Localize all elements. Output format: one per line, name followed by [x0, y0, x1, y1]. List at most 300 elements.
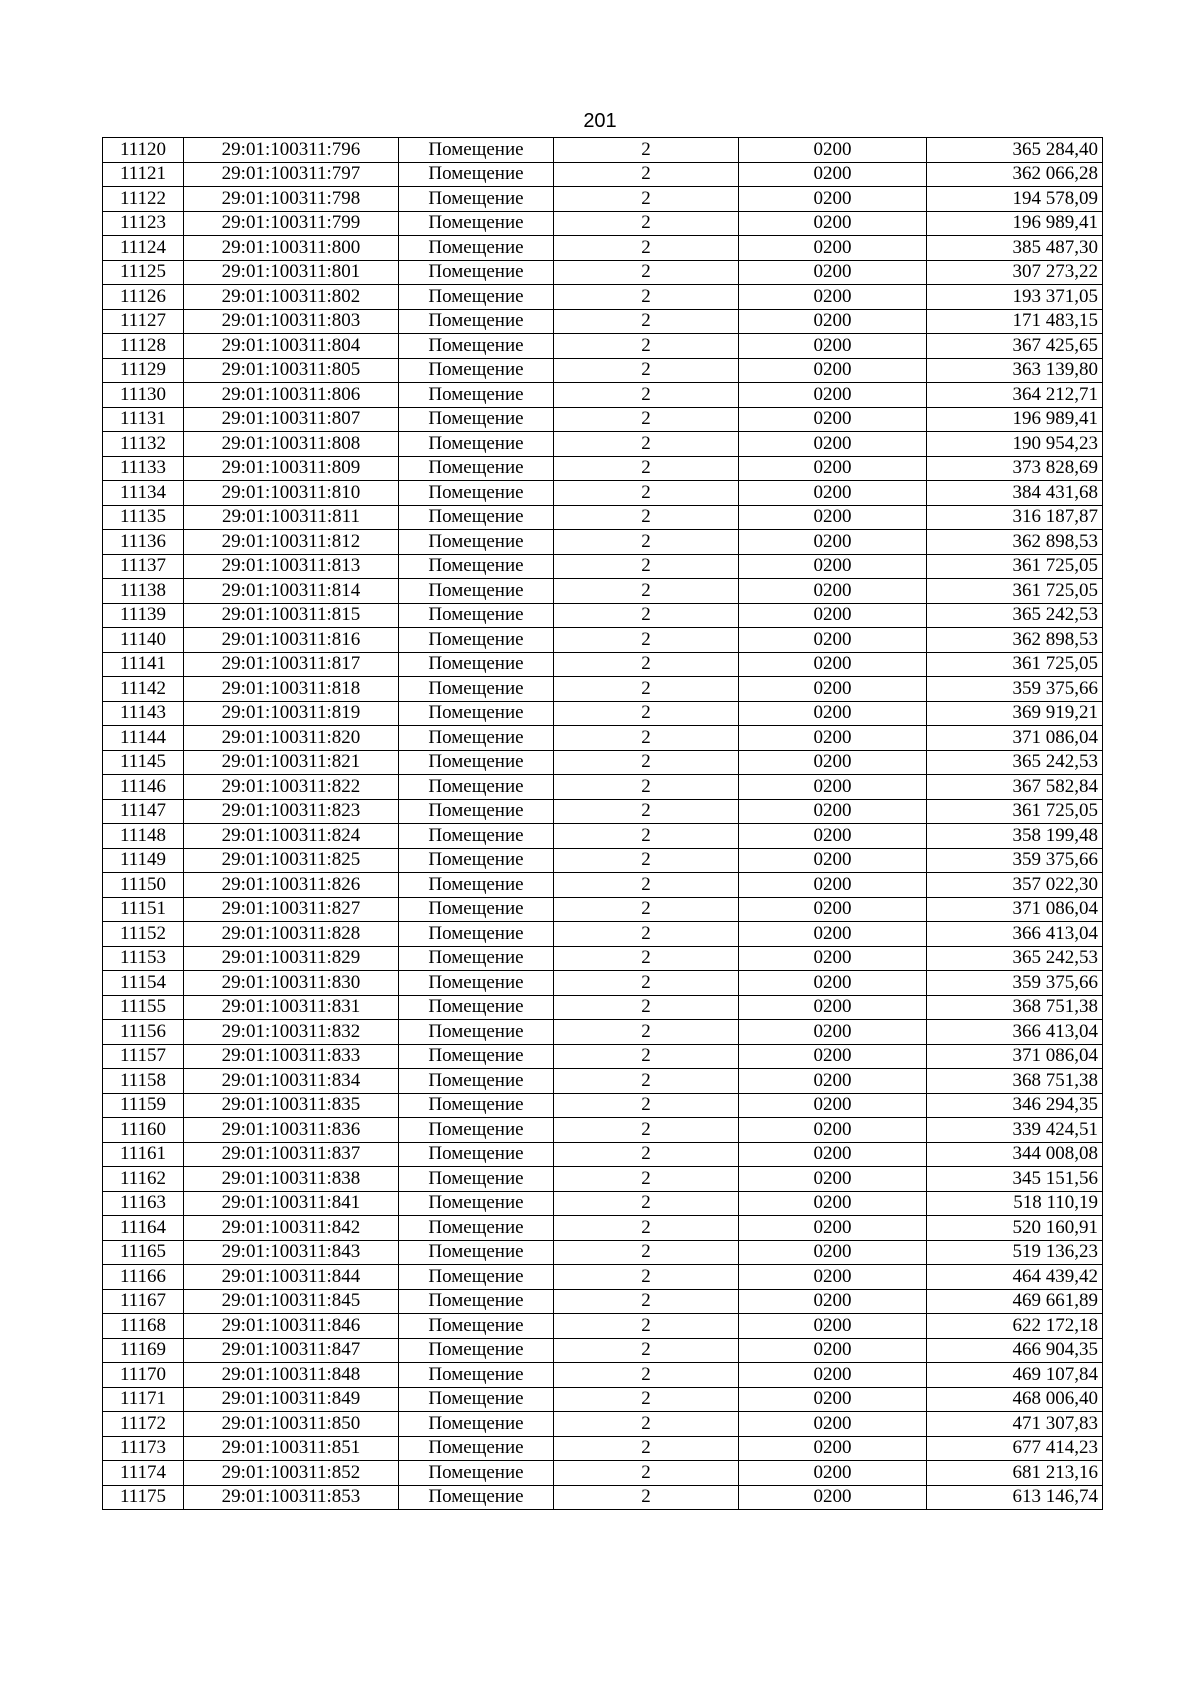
table-row [103, 922, 1103, 947]
row-number-cell: 11151 [103, 897, 184, 922]
row-number-cell: 11143 [103, 701, 184, 726]
code-cell: 2 [554, 456, 739, 481]
row-number-cell: 11174 [103, 1461, 184, 1486]
row-number-cell: 11138 [103, 579, 184, 604]
code-cell: 2 [554, 1191, 739, 1216]
table-row [103, 187, 1103, 212]
object-type-cell: Помещение [399, 1485, 554, 1510]
cadastral-value-cell: 464 439,42 [927, 1265, 1103, 1290]
object-type-cell: Помещение [399, 652, 554, 677]
row-number-cell: 11130 [103, 383, 184, 408]
table-row [103, 775, 1103, 800]
code-cell: 2 [554, 873, 739, 898]
cadastral-number-cell: 29:01:100311:796 [184, 138, 399, 163]
cadastral-value-cell: 361 725,05 [927, 652, 1103, 677]
class-cell: 0200 [739, 628, 927, 653]
row-number-cell: 11164 [103, 1216, 184, 1241]
table-row [103, 1240, 1103, 1265]
table-row [103, 530, 1103, 555]
object-type-cell: Помещение [399, 701, 554, 726]
cadastral-number-cell: 29:01:100311:809 [184, 456, 399, 481]
class-cell: 0200 [739, 873, 927, 898]
class-cell: 0200 [739, 407, 927, 432]
object-type-cell: Помещение [399, 603, 554, 628]
object-type-cell: Помещение [399, 1314, 554, 1339]
class-cell: 0200 [739, 922, 927, 947]
code-cell: 2 [554, 848, 739, 873]
table-row [103, 628, 1103, 653]
cadastral-number-cell: 29:01:100311:824 [184, 824, 399, 849]
table-row [103, 677, 1103, 702]
class-cell: 0200 [739, 1338, 927, 1363]
cadastral-number-cell: 29:01:100311:842 [184, 1216, 399, 1241]
table-row [103, 873, 1103, 898]
class-cell: 0200 [739, 775, 927, 800]
code-cell: 2 [554, 1363, 739, 1388]
cadastral-value-cell: 196 989,41 [927, 407, 1103, 432]
row-number-cell: 11170 [103, 1363, 184, 1388]
row-number-cell: 11171 [103, 1387, 184, 1412]
code-cell: 2 [554, 432, 739, 457]
class-cell: 0200 [739, 1167, 927, 1192]
row-number-cell: 11139 [103, 603, 184, 628]
code-cell: 2 [554, 1167, 739, 1192]
cadastral-value-cell: 367 425,65 [927, 334, 1103, 359]
class-cell: 0200 [739, 1436, 927, 1461]
row-number-cell: 11131 [103, 407, 184, 432]
cadastral-number-cell: 29:01:100311:828 [184, 922, 399, 947]
cadastral-value-cell: 469 661,89 [927, 1289, 1103, 1314]
cadastral-value-cell: 518 110,19 [927, 1191, 1103, 1216]
class-cell: 0200 [739, 579, 927, 604]
cadastral-number-cell: 29:01:100311:849 [184, 1387, 399, 1412]
class-cell: 0200 [739, 995, 927, 1020]
row-number-cell: 11135 [103, 505, 184, 530]
code-cell: 2 [554, 922, 739, 947]
object-type-cell: Помещение [399, 1338, 554, 1363]
code-cell: 2 [554, 260, 739, 285]
cadastral-value-cell: 346 294,35 [927, 1093, 1103, 1118]
table-row [103, 1485, 1103, 1510]
cadastral-value-cell: 365 242,53 [927, 750, 1103, 775]
cadastral-number-cell: 29:01:100311:829 [184, 946, 399, 971]
code-cell: 2 [554, 1216, 739, 1241]
class-cell: 0200 [739, 138, 927, 163]
object-type-cell: Помещение [399, 481, 554, 506]
class-cell: 0200 [739, 1142, 927, 1167]
object-type-cell: Помещение [399, 677, 554, 702]
code-cell: 2 [554, 334, 739, 359]
object-type-cell: Помещение [399, 530, 554, 555]
object-type-cell: Помещение [399, 138, 554, 163]
cadastral-number-cell: 29:01:100311:814 [184, 579, 399, 604]
cadastral-value-cell: 681 213,16 [927, 1461, 1103, 1486]
object-type-cell: Помещение [399, 897, 554, 922]
object-type-cell: Помещение [399, 1167, 554, 1192]
code-cell: 2 [554, 1240, 739, 1265]
class-cell: 0200 [739, 1485, 927, 1510]
cadastral-number-cell: 29:01:100311:815 [184, 603, 399, 628]
cadastral-number-cell: 29:01:100311:811 [184, 505, 399, 530]
table-row [103, 309, 1103, 334]
cadastral-number-cell: 29:01:100311:821 [184, 750, 399, 775]
row-number-cell: 11134 [103, 481, 184, 506]
row-number-cell: 11140 [103, 628, 184, 653]
object-type-cell: Помещение [399, 946, 554, 971]
class-cell: 0200 [739, 260, 927, 285]
cadastral-number-cell: 29:01:100311:816 [184, 628, 399, 653]
class-cell: 0200 [739, 1363, 927, 1388]
cadastral-number-cell: 29:01:100311:802 [184, 285, 399, 310]
code-cell: 2 [554, 1069, 739, 1094]
row-number-cell: 11166 [103, 1265, 184, 1290]
row-number-cell: 11168 [103, 1314, 184, 1339]
cadastral-number-cell: 29:01:100311:847 [184, 1338, 399, 1363]
cadastral-number-cell: 29:01:100311:820 [184, 726, 399, 751]
cadastral-value-cell: 359 375,66 [927, 848, 1103, 873]
object-type-cell: Помещение [399, 1142, 554, 1167]
cadastral-value-cell: 466 904,35 [927, 1338, 1103, 1363]
row-number-cell: 11154 [103, 971, 184, 996]
object-type-cell: Помещение [399, 799, 554, 824]
cadastral-number-cell: 29:01:100311:812 [184, 530, 399, 555]
class-cell: 0200 [739, 1020, 927, 1045]
code-cell: 2 [554, 1265, 739, 1290]
cadastral-value-cell: 196 989,41 [927, 211, 1103, 236]
table-row [103, 407, 1103, 432]
row-number-cell: 11149 [103, 848, 184, 873]
cadastral-value-cell: 307 273,22 [927, 260, 1103, 285]
cadastral-number-cell: 29:01:100311:831 [184, 995, 399, 1020]
class-cell: 0200 [739, 285, 927, 310]
code-cell: 2 [554, 677, 739, 702]
object-type-cell: Помещение [399, 456, 554, 481]
row-number-cell: 11150 [103, 873, 184, 898]
cadastral-number-cell: 29:01:100311:835 [184, 1093, 399, 1118]
table-row [103, 971, 1103, 996]
class-cell: 0200 [739, 358, 927, 383]
cadastral-number-cell: 29:01:100311:827 [184, 897, 399, 922]
row-number-cell: 11124 [103, 236, 184, 261]
code-cell: 2 [554, 211, 739, 236]
row-number-cell: 11175 [103, 1485, 184, 1510]
class-cell: 0200 [739, 162, 927, 187]
row-number-cell: 11148 [103, 824, 184, 849]
cadastral-number-cell: 29:01:100311:848 [184, 1363, 399, 1388]
cadastral-number-cell: 29:01:100311:837 [184, 1142, 399, 1167]
cadastral-value-cell: 361 725,05 [927, 799, 1103, 824]
code-cell: 2 [554, 628, 739, 653]
row-number-cell: 11160 [103, 1118, 184, 1143]
row-number-cell: 11129 [103, 358, 184, 383]
class-cell: 0200 [739, 1044, 927, 1069]
row-number-cell: 11141 [103, 652, 184, 677]
cadastral-value-cell: 363 139,80 [927, 358, 1103, 383]
code-cell: 2 [554, 652, 739, 677]
row-number-cell: 11123 [103, 211, 184, 236]
class-cell: 0200 [739, 1240, 927, 1265]
code-cell: 2 [554, 1118, 739, 1143]
class-cell: 0200 [739, 505, 927, 530]
object-type-cell: Помещение [399, 162, 554, 187]
code-cell: 2 [554, 358, 739, 383]
object-type-cell: Помещение [399, 995, 554, 1020]
row-number-cell: 11162 [103, 1167, 184, 1192]
class-cell: 0200 [739, 236, 927, 261]
table-row [103, 1314, 1103, 1339]
code-cell: 2 [554, 1436, 739, 1461]
cadastral-value-cell: 366 413,04 [927, 922, 1103, 947]
table-row [103, 1020, 1103, 1045]
cadastral-value-cell: 385 487,30 [927, 236, 1103, 261]
class-cell: 0200 [739, 652, 927, 677]
cadastral-number-cell: 29:01:100311:817 [184, 652, 399, 677]
class-cell: 0200 [739, 1314, 927, 1339]
cadastral-value-cell: 171 483,15 [927, 309, 1103, 334]
object-type-cell: Помещение [399, 187, 554, 212]
cadastral-value-cell: 365 242,53 [927, 603, 1103, 628]
row-number-cell: 11128 [103, 334, 184, 359]
cadastral-value-cell: 468 006,40 [927, 1387, 1103, 1412]
cadastral-number-cell: 29:01:100311:832 [184, 1020, 399, 1045]
class-cell: 0200 [739, 456, 927, 481]
code-cell: 2 [554, 1461, 739, 1486]
cadastral-number-cell: 29:01:100311:841 [184, 1191, 399, 1216]
cadastral-value-cell: 469 107,84 [927, 1363, 1103, 1388]
cadastral-number-cell: 29:01:100311:797 [184, 162, 399, 187]
object-type-cell: Помещение [399, 260, 554, 285]
cadastral-number-cell: 29:01:100311:818 [184, 677, 399, 702]
class-cell: 0200 [739, 309, 927, 334]
code-cell: 2 [554, 138, 739, 163]
row-number-cell: 11144 [103, 726, 184, 751]
table-row [103, 1412, 1103, 1437]
object-type-cell: Помещение [399, 407, 554, 432]
object-type-cell: Помещение [399, 1069, 554, 1094]
cadastral-value-cell: 361 725,05 [927, 579, 1103, 604]
object-type-cell: Помещение [399, 1044, 554, 1069]
row-number-cell: 11125 [103, 260, 184, 285]
object-type-cell: Помещение [399, 1387, 554, 1412]
row-number-cell: 11126 [103, 285, 184, 310]
code-cell: 2 [554, 1093, 739, 1118]
table-row [103, 946, 1103, 971]
row-number-cell: 11120 [103, 138, 184, 163]
cadastral-number-cell: 29:01:100311:810 [184, 481, 399, 506]
table-row [103, 1216, 1103, 1241]
table-row [103, 1461, 1103, 1486]
cadastral-number-cell: 29:01:100311:819 [184, 701, 399, 726]
table-row [103, 995, 1103, 1020]
code-cell: 2 [554, 236, 739, 261]
cadastral-number-cell: 29:01:100311:838 [184, 1167, 399, 1192]
object-type-cell: Помещение [399, 873, 554, 898]
row-number-cell: 11172 [103, 1412, 184, 1437]
cadastral-value-cell: 622 172,18 [927, 1314, 1103, 1339]
cadastral-value-cell: 345 151,56 [927, 1167, 1103, 1192]
object-type-cell: Помещение [399, 579, 554, 604]
cadastral-number-cell: 29:01:100311:801 [184, 260, 399, 285]
code-cell: 2 [554, 995, 739, 1020]
table-row [103, 603, 1103, 628]
object-type-cell: Помещение [399, 1191, 554, 1216]
table-row [103, 1363, 1103, 1388]
cadastral-value-cell: 344 008,08 [927, 1142, 1103, 1167]
row-number-cell: 11167 [103, 1289, 184, 1314]
cadastral-number-cell: 29:01:100311:805 [184, 358, 399, 383]
object-type-cell: Помещение [399, 1436, 554, 1461]
object-type-cell: Помещение [399, 236, 554, 261]
class-cell: 0200 [739, 603, 927, 628]
cadastral-value-cell: 364 212,71 [927, 383, 1103, 408]
class-cell: 0200 [739, 799, 927, 824]
class-cell: 0200 [739, 750, 927, 775]
cadastral-value-cell: 384 431,68 [927, 481, 1103, 506]
table-row [103, 1338, 1103, 1363]
object-type-cell: Помещение [399, 1265, 554, 1290]
class-cell: 0200 [739, 481, 927, 506]
cadastral-number-cell: 29:01:100311:813 [184, 554, 399, 579]
cadastral-number-cell: 29:01:100311:808 [184, 432, 399, 457]
row-number-cell: 11145 [103, 750, 184, 775]
class-cell: 0200 [739, 334, 927, 359]
table-row [103, 211, 1103, 236]
code-cell: 2 [554, 1338, 739, 1363]
cadastral-value-cell: 190 954,23 [927, 432, 1103, 457]
row-number-cell: 11136 [103, 530, 184, 555]
class-cell: 0200 [739, 897, 927, 922]
cadastral-value-table [102, 137, 1103, 1510]
cadastral-value-cell: 365 242,53 [927, 946, 1103, 971]
object-type-cell: Помещение [399, 971, 554, 996]
code-cell: 2 [554, 701, 739, 726]
row-number-cell: 11121 [103, 162, 184, 187]
cadastral-value-cell: 361 725,05 [927, 554, 1103, 579]
class-cell: 0200 [739, 1118, 927, 1143]
object-type-cell: Помещение [399, 1461, 554, 1486]
row-number-cell: 11146 [103, 775, 184, 800]
table-row [103, 162, 1103, 187]
table-row [103, 1093, 1103, 1118]
table-row [103, 701, 1103, 726]
code-cell: 2 [554, 481, 739, 506]
code-cell: 2 [554, 1020, 739, 1045]
cadastral-value-cell: 316 187,87 [927, 505, 1103, 530]
code-cell: 2 [554, 505, 739, 530]
cadastral-number-cell: 29:01:100311:798 [184, 187, 399, 212]
table-row [103, 358, 1103, 383]
class-cell: 0200 [739, 1093, 927, 1118]
cadastral-number-cell: 29:01:100311:800 [184, 236, 399, 261]
cadastral-number-cell: 29:01:100311:822 [184, 775, 399, 800]
table-row [103, 726, 1103, 751]
class-cell: 0200 [739, 1216, 927, 1241]
class-cell: 0200 [739, 530, 927, 555]
cadastral-number-cell: 29:01:100311:799 [184, 211, 399, 236]
class-cell: 0200 [739, 1191, 927, 1216]
code-cell: 2 [554, 824, 739, 849]
code-cell: 2 [554, 946, 739, 971]
table-row [103, 1167, 1103, 1192]
cadastral-value-cell: 339 424,51 [927, 1118, 1103, 1143]
class-cell: 0200 [739, 211, 927, 236]
table-row [103, 897, 1103, 922]
table-row [103, 1436, 1103, 1461]
class-cell: 0200 [739, 1069, 927, 1094]
table-row [103, 481, 1103, 506]
cadastral-value-cell: 471 307,83 [927, 1412, 1103, 1437]
table-row [103, 285, 1103, 310]
table-row [103, 824, 1103, 849]
row-number-cell: 11165 [103, 1240, 184, 1265]
table-row [103, 1265, 1103, 1290]
code-cell: 2 [554, 162, 739, 187]
cadastral-number-cell: 29:01:100311:852 [184, 1461, 399, 1486]
cadastral-number-cell: 29:01:100311:806 [184, 383, 399, 408]
table-row [103, 1069, 1103, 1094]
cadastral-value-cell: 366 413,04 [927, 1020, 1103, 1045]
cadastral-number-cell: 29:01:100311:830 [184, 971, 399, 996]
row-number-cell: 11155 [103, 995, 184, 1020]
code-cell: 2 [554, 897, 739, 922]
class-cell: 0200 [739, 824, 927, 849]
object-type-cell: Помещение [399, 211, 554, 236]
code-cell: 2 [554, 554, 739, 579]
class-cell: 0200 [739, 383, 927, 408]
cadastral-value-cell: 371 086,04 [927, 1044, 1103, 1069]
cadastral-value-cell: 371 086,04 [927, 897, 1103, 922]
table-row [103, 1044, 1103, 1069]
class-cell: 0200 [739, 432, 927, 457]
object-type-cell: Помещение [399, 309, 554, 334]
object-type-cell: Помещение [399, 1412, 554, 1437]
code-cell: 2 [554, 1044, 739, 1069]
row-number-cell: 11142 [103, 677, 184, 702]
cadastral-number-cell: 29:01:100311:825 [184, 848, 399, 873]
table-row [103, 236, 1103, 261]
row-number-cell: 11156 [103, 1020, 184, 1045]
cadastral-value-cell: 365 284,40 [927, 138, 1103, 163]
object-type-cell: Помещение [399, 1118, 554, 1143]
cadastral-value-cell: 677 414,23 [927, 1436, 1103, 1461]
table-row [103, 138, 1103, 163]
cadastral-number-cell: 29:01:100311:846 [184, 1314, 399, 1339]
code-cell: 2 [554, 775, 739, 800]
table-row [103, 579, 1103, 604]
code-cell: 2 [554, 309, 739, 334]
row-number-cell: 11133 [103, 456, 184, 481]
cadastral-number-cell: 29:01:100311:844 [184, 1265, 399, 1290]
object-type-cell: Помещение [399, 848, 554, 873]
cadastral-number-cell: 29:01:100311:826 [184, 873, 399, 898]
cadastral-value-cell: 193 371,05 [927, 285, 1103, 310]
object-type-cell: Помещение [399, 922, 554, 947]
cadastral-value-cell: 362 066,28 [927, 162, 1103, 187]
row-number-cell: 11153 [103, 946, 184, 971]
table-row [103, 383, 1103, 408]
object-type-cell: Помещение [399, 383, 554, 408]
class-cell: 0200 [739, 946, 927, 971]
class-cell: 0200 [739, 1461, 927, 1486]
code-cell: 2 [554, 750, 739, 775]
code-cell: 2 [554, 579, 739, 604]
class-cell: 0200 [739, 701, 927, 726]
cadastral-value-cell: 357 022,30 [927, 873, 1103, 898]
class-cell: 0200 [739, 187, 927, 212]
code-cell: 2 [554, 407, 739, 432]
code-cell: 2 [554, 1387, 739, 1412]
row-number-cell: 11163 [103, 1191, 184, 1216]
